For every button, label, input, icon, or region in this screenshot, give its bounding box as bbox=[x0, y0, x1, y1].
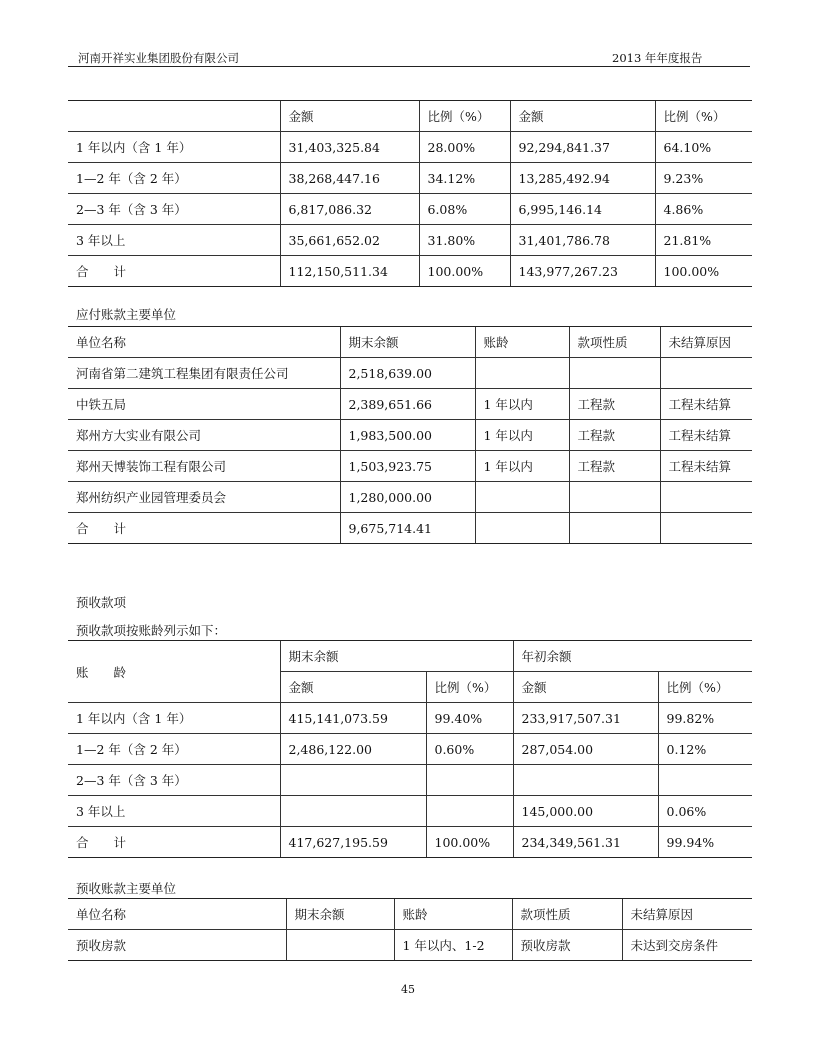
table-cell: 99.40% bbox=[426, 703, 513, 734]
table-cell: 预收房款 bbox=[512, 930, 622, 961]
table-cell: 合 计 bbox=[68, 256, 280, 287]
table-cell: 1 年以内（含 1 年） bbox=[68, 132, 280, 163]
table-row bbox=[68, 163, 752, 194]
table-row bbox=[68, 765, 752, 796]
table-cell: 3 年以上 bbox=[68, 796, 280, 827]
table-cell bbox=[569, 482, 660, 513]
table-cell: 郑州纺织产业园管理委员会 bbox=[68, 482, 340, 513]
period-end-header: 期末余额 bbox=[280, 641, 513, 672]
header-cell: 账龄 bbox=[394, 899, 512, 930]
table-cell: 31.80% bbox=[419, 225, 510, 256]
table-cell bbox=[475, 358, 569, 389]
table-cell: 3 年以上 bbox=[68, 225, 280, 256]
table-cell: 0.06% bbox=[658, 796, 752, 827]
table-cell: 100.00% bbox=[419, 256, 510, 287]
table-cell: 143,977,267.23 bbox=[510, 256, 655, 287]
table-cell: 1—2 年（含 2 年） bbox=[68, 163, 280, 194]
advance-receipts-title: 预收款项 bbox=[76, 595, 127, 610]
table-row bbox=[68, 734, 752, 765]
table-row bbox=[68, 389, 752, 420]
table-cell: 2—3 年（含 3 年） bbox=[68, 765, 280, 796]
header-company-name: 河南开祥实业集团股份有限公司 bbox=[78, 51, 239, 65]
header-cell: 账龄 bbox=[475, 327, 569, 358]
header-cell: 比例（%） bbox=[419, 101, 510, 132]
table-cell: 31,403,325.84 bbox=[280, 132, 419, 163]
table-cell: 4.86% bbox=[655, 194, 752, 225]
table-cell: 1 年以内 bbox=[475, 451, 569, 482]
table-cell: 35,661,652.02 bbox=[280, 225, 419, 256]
table-cell: 99.82% bbox=[658, 703, 752, 734]
table-cell: 21.81% bbox=[655, 225, 752, 256]
table-cell: 1 年以内 bbox=[475, 389, 569, 420]
aging-header-cell: 账 龄 bbox=[68, 641, 280, 703]
table-cell: 2,486,122.00 bbox=[280, 734, 426, 765]
table-cell: 河南省第二建筑工程集团有限责任公司 bbox=[68, 358, 340, 389]
table-total-row bbox=[68, 513, 752, 544]
table-cell: 合 计 bbox=[68, 513, 340, 544]
table-row bbox=[68, 451, 752, 482]
table-cell: 287,054.00 bbox=[513, 734, 658, 765]
table-total-row bbox=[68, 827, 752, 858]
table-cell: 9,675,714.41 bbox=[340, 513, 475, 544]
table-row bbox=[68, 930, 752, 961]
table-cell: 1—2 年（含 2 年） bbox=[68, 734, 280, 765]
header-cell: 比例（%） bbox=[658, 672, 752, 703]
advance-receipts-intro: 预收款项按账龄列示如下： bbox=[76, 623, 227, 638]
table-row bbox=[68, 225, 752, 256]
payable-units-table bbox=[68, 326, 752, 544]
table-row bbox=[68, 132, 752, 163]
header-cell: 单位名称 bbox=[68, 899, 286, 930]
table-cell: 工程未结算 bbox=[660, 420, 752, 451]
header-cell: 单位名称 bbox=[68, 327, 340, 358]
header-cell: 款项性质 bbox=[569, 327, 660, 358]
header-cell: 金额 bbox=[280, 101, 419, 132]
table-cell: 100.00% bbox=[655, 256, 752, 287]
table-cell: 2,518,639.00 bbox=[340, 358, 475, 389]
table-header-row bbox=[68, 101, 752, 132]
table-cell: 1,503,923.75 bbox=[340, 451, 475, 482]
header-cell: 期末余额 bbox=[340, 327, 475, 358]
table-row bbox=[68, 194, 752, 225]
table-cell: 415,141,073.59 bbox=[280, 703, 426, 734]
header-cell bbox=[68, 101, 280, 132]
table-cell bbox=[513, 765, 658, 796]
table-cell bbox=[426, 765, 513, 796]
table-row bbox=[68, 703, 752, 734]
aging-table-1 bbox=[68, 100, 752, 287]
table-cell bbox=[569, 513, 660, 544]
table-cell bbox=[569, 358, 660, 389]
header-cell: 比例（%） bbox=[426, 672, 513, 703]
table-cell bbox=[280, 765, 426, 796]
table-cell: 郑州天博装饰工程有限公司 bbox=[68, 451, 340, 482]
table-header-row bbox=[68, 899, 752, 930]
table-cell: 工程款 bbox=[569, 389, 660, 420]
table-cell: 417,627,195.59 bbox=[280, 827, 426, 858]
header-cell: 款项性质 bbox=[512, 899, 622, 930]
table-cell: 工程款 bbox=[569, 451, 660, 482]
table-cell bbox=[660, 358, 752, 389]
table-cell: 0.12% bbox=[658, 734, 752, 765]
table-row bbox=[68, 796, 752, 827]
table-row bbox=[68, 482, 752, 513]
header-report-title: 2013 年年度报告 bbox=[612, 51, 703, 65]
table-cell: 13,285,492.94 bbox=[510, 163, 655, 194]
table-header-row bbox=[68, 641, 752, 672]
table-cell: 31,401,786.78 bbox=[510, 225, 655, 256]
table-cell: 6,817,086.32 bbox=[280, 194, 419, 225]
header-cell: 金额 bbox=[280, 672, 426, 703]
table-cell: 112,150,511.34 bbox=[280, 256, 419, 287]
table-total-row bbox=[68, 256, 752, 287]
table-cell bbox=[426, 796, 513, 827]
table-cell bbox=[658, 765, 752, 796]
table-cell bbox=[280, 796, 426, 827]
advance-aging-table bbox=[68, 640, 752, 858]
table-cell: 工程款 bbox=[569, 420, 660, 451]
table-cell: 6,995,146.14 bbox=[510, 194, 655, 225]
table-cell: 1 年以内（含 1 年） bbox=[68, 703, 280, 734]
header-cell: 未结算原因 bbox=[660, 327, 752, 358]
table-cell: 234,349,561.31 bbox=[513, 827, 658, 858]
header-cell: 期末余额 bbox=[286, 899, 394, 930]
table-cell: 28.00% bbox=[419, 132, 510, 163]
payable-units-title: 应付账款主要单位 bbox=[76, 307, 177, 322]
table-cell: 预收房款 bbox=[68, 930, 286, 961]
table-cell: 1 年以内 bbox=[475, 420, 569, 451]
table-cell: 100.00% bbox=[426, 827, 513, 858]
table-cell: 2,389,651.66 bbox=[340, 389, 475, 420]
header-cell: 金额 bbox=[513, 672, 658, 703]
advance-units-title: 预收账款主要单位 bbox=[76, 881, 177, 896]
year-start-header: 年初余额 bbox=[513, 641, 752, 672]
table-cell: 合 计 bbox=[68, 827, 280, 858]
table-cell: 2—3 年（含 3 年） bbox=[68, 194, 280, 225]
table-cell: 1,983,500.00 bbox=[340, 420, 475, 451]
header-cell: 比例（%） bbox=[655, 101, 752, 132]
table-row bbox=[68, 358, 752, 389]
table-cell: 0.60% bbox=[426, 734, 513, 765]
table-cell bbox=[475, 482, 569, 513]
table-cell: 未达到交房条件 bbox=[622, 930, 752, 961]
table-cell: 中铁五局 bbox=[68, 389, 340, 420]
table-cell: 工程未结算 bbox=[660, 451, 752, 482]
table-cell: 工程未结算 bbox=[660, 389, 752, 420]
table-cell bbox=[475, 513, 569, 544]
header-cell: 未结算原因 bbox=[622, 899, 752, 930]
table-row bbox=[68, 420, 752, 451]
table-cell bbox=[660, 513, 752, 544]
page-number: 45 bbox=[401, 983, 415, 996]
table-cell: 6.08% bbox=[419, 194, 510, 225]
table-cell: 92,294,841.37 bbox=[510, 132, 655, 163]
table-cell: 1 年以内、1-2 bbox=[394, 930, 512, 961]
table-cell: 145,000.00 bbox=[513, 796, 658, 827]
table-cell: 99.94% bbox=[658, 827, 752, 858]
table-cell: 233,917,507.31 bbox=[513, 703, 658, 734]
table-cell: 38,268,447.16 bbox=[280, 163, 419, 194]
table-cell: 1,280,000.00 bbox=[340, 482, 475, 513]
table-cell: 64.10% bbox=[655, 132, 752, 163]
table-cell: 34.12% bbox=[419, 163, 510, 194]
table-cell: 郑州方大实业有限公司 bbox=[68, 420, 340, 451]
advance-units-table bbox=[68, 898, 752, 961]
header-cell: 金额 bbox=[510, 101, 655, 132]
table-cell bbox=[286, 930, 394, 961]
table-header-row bbox=[68, 327, 752, 358]
table-cell: 9.23% bbox=[655, 163, 752, 194]
header-divider bbox=[68, 66, 750, 67]
table-cell bbox=[660, 482, 752, 513]
